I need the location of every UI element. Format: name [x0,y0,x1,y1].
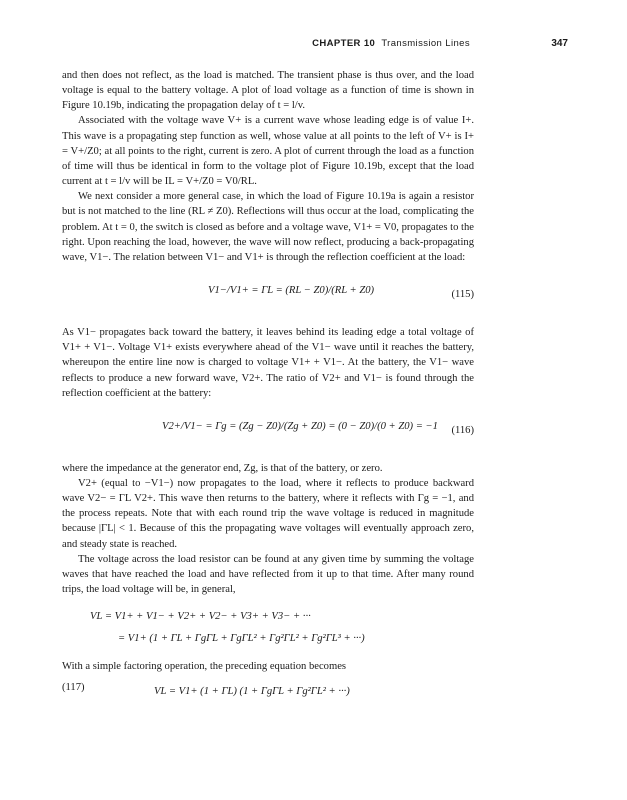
equation-load-voltage-line-1: VL = V1+ + V1− + V2+ + V2− + V3+ + V3− + ··· [90,611,311,623]
equation-115-expression: V1−/V1+ = ΓL = (RL − Z0)/(RL + Z0) [208,285,375,297]
equation-116 [62,409,474,455]
equation-117-number: (117) [62,682,85,694]
paragraph-6: V2+ (equal to −V1−) now propagates to the load, where it reflects to produce backward wave V2− = ΓL V2+. This wave then returns to the battery, where it reflects with Γg = −1, and the process repeats. Note that with each round trip the wave voltage is reduced in magnitude because |ΓL| < 1. Because of this the propagating wave voltages will eventually approach zero, and steady state is reached. [62,477,474,550]
equation-115 [62,273,474,319]
paragraph-4: As V1− propagates back toward the battery, it leaves behind its leading edge a total voltage of V1+ + V1−. Voltage V1+ exists everywhere ahead of the V1− wave until it reaches the battery, whereupon the entire line now is charged to voltage V1+ + V1−. At the battery, the V1− wave reflects to produce a new forward wave, V2+. The ratio of V2+ and V1− is found through the reflection coefficient at the battery: [62,327,474,399]
chapter-label: CHAPTER 10 [312,38,376,49]
paragraph-7: The voltage across the load resistor can be found at any given time by summing the voltage waves that have reached the load and have reflected from it up to that time. After many round trips, the load voltage will be, in general, [62,553,474,596]
paragraph-1: and then does not reflect, as the load is matched. The transient phase is thus over, and the load voltage is equal to the battery voltage. A plot of load voltage as a function of time is shown in Figure 10.19b, indicating the propagation delay of t = l/v. [62,70,474,112]
chapter-title: Transmission Lines [381,38,470,49]
body-text [62,68,474,704]
paragraph-2: Associated with the voltage wave V+ is a current wave whose leading edge is of value I+. This wave is a propagating step function as well, whose value at all points to the left of V+ is I+ = V+/Z0; at all points to the right, current is zero. A plot of current through the load as a function of time will thus be identical in form to the voltage plot of Figure 10.19b, except that the load current at t = l/v will be IL = V+/Z0 = V0/RL. [62,115,474,188]
running-header [60,38,568,52]
chapter-heading [312,38,470,49]
paragraph-5: where the impedance at the generator end, Zg, is that of the battery, or zero. [62,462,383,474]
paragraph-8: With a simple factoring operation, the preceding equation becomes [62,661,347,673]
equation-load-voltage [62,605,474,655]
equation-load-voltage-line-2: = V1+ (1 + ΓL + ΓgΓL + ΓgΓL² + Γg²ΓL² + Γg²ΓL³ + ···) [118,633,365,645]
equation-117 [62,680,474,704]
equation-116-number: (116) [451,424,474,436]
paragraph-3: We next consider a more general case, in which the load of Figure 10.19a is again a resistor but is not matched to the line (RL ≠ Z0). Reflections will thus occur at the load, complicating the problem. At t = 0, the switch is closed as before and a voltage wave, V1+ = V0, propagates to the right. Upon reaching the load, however, the wave will now reflect, producing a back-propagating wave, V1−. The relation between V1− and V1+ is through the reflection coefficient at the load: [62,191,474,263]
equation-115-number: (115) [451,289,474,301]
equation-117-expression: VL = V1+ (1 + ΓL) (1 + ΓgΓL + Γg²ΓL² + ···) [154,686,350,698]
page-number: 347 [551,38,568,49]
equation-116-expression: V2+/V1− = Γg = (Zg − Z0)/(Zg + Z0) = (0 − Z0)/(0 + Z0) = −1 [162,420,438,432]
